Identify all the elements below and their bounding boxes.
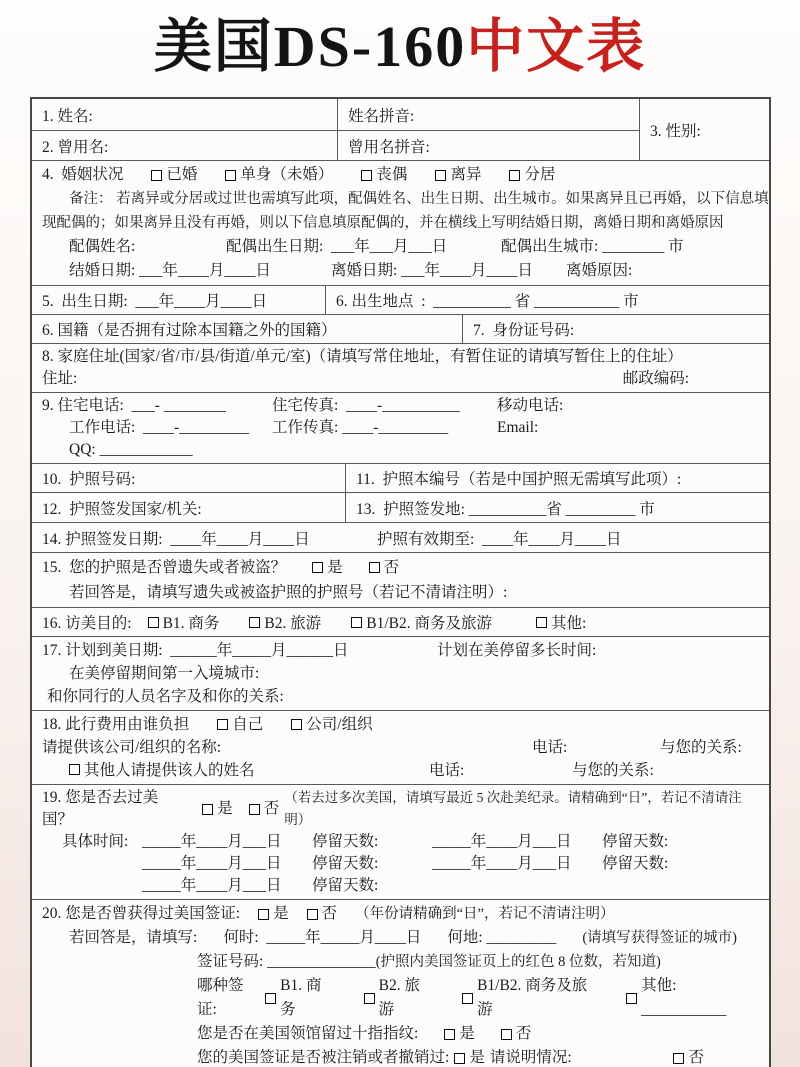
companions-line: 和你同行的人员名字及和你的关系: (47, 688, 284, 705)
option-label: 丧偶 (376, 166, 408, 183)
spouse-birth-label: 配偶出生日期: ___年___月___日 (226, 238, 448, 255)
checkbox-icon (225, 170, 236, 181)
home-tel-label: 9. 住宅电话: ___- ________ (42, 397, 226, 414)
stay-duration-label: 计划在美停留多长时间: (437, 642, 597, 659)
field-name-pinyin: 姓名拼音: (337, 99, 639, 130)
mobile-label: 移动电话: (497, 397, 564, 414)
checkbox-icon (151, 170, 162, 181)
option-single[interactable] (225, 163, 333, 187)
option-visa-yes[interactable] (258, 902, 289, 926)
visa-where-label: 何地: _________ (447, 929, 557, 946)
trip-payer-cell (32, 711, 769, 784)
contacts-line1 (42, 395, 759, 417)
checkbox-icon (454, 1053, 465, 1064)
other-name-label: 请提供该人的姓名 (130, 762, 255, 779)
visa-when-label: 何时: _____年_____月____日 (223, 929, 422, 946)
qq-label: QQ: ____________ (69, 441, 193, 458)
visa-kind-label: 哪种签证: (197, 977, 244, 1018)
option-payer-other[interactable] (69, 759, 429, 782)
option-kind-b1b2[interactable] (462, 974, 596, 1022)
option-purpose-b1[interactable] (148, 611, 220, 633)
visit-entries-line2 (142, 853, 759, 875)
option-label: 是 (327, 559, 343, 576)
visa-question-line (42, 902, 759, 926)
visa-number-label: 签证号码: ______________ (197, 953, 376, 970)
option-kind-b1[interactable] (265, 974, 333, 1022)
field-former-name: 2. 曾用名: (42, 138, 109, 156)
option-payer-company[interactable] (291, 713, 372, 736)
visa-when-where-line (69, 926, 759, 950)
option-label: 是 (217, 800, 233, 817)
checkbox-icon (501, 1029, 512, 1040)
other-tel-label: 电话: (429, 762, 465, 779)
entry-city-line: 在美停留期间第一入境城市: (69, 665, 260, 682)
passport-dates-cell (32, 523, 769, 552)
checkbox-icon (258, 909, 269, 920)
visit-entries-line3 (142, 875, 759, 897)
payer-other-line (69, 759, 759, 782)
option-purpose-b2[interactable] (249, 611, 321, 633)
row-visit-purpose (32, 607, 769, 636)
option-label: B1/B2. 商务及旅游 (366, 615, 492, 632)
zip-label: 邮政编码: (622, 370, 689, 387)
marriage-dates-line (69, 259, 769, 283)
spouse-city-label: 配偶出生城市: ________ 市 (501, 238, 684, 255)
checkbox-icon (351, 617, 362, 628)
visit-time-label: 具体时间: (62, 833, 129, 850)
field-birth-place: 6. 出生地点 : __________ 省 ___________ 市 (325, 286, 769, 314)
passport-lost-note: 若回答是，请填写遗失或被盗护照的护照号（若记不清请注明）: (69, 584, 508, 601)
checkbox-icon (435, 170, 446, 181)
visit-stay-label: 停留天数: (312, 833, 379, 850)
option-label: 公司/组织 (306, 716, 373, 733)
checkbox-icon (364, 993, 375, 1004)
checkbox-icon (509, 170, 520, 181)
field-gender: 3. 性别: (639, 99, 769, 160)
field-birth-date: 5. 出生日期: ___年____月____日 (42, 293, 268, 310)
row-marital-status (32, 160, 769, 285)
option-label: 否 (321, 905, 338, 922)
option-label: 单身（未婚） (240, 166, 334, 183)
visa-number-note: (护照内美国签证页上的红色 8 位数，若知道) (375, 954, 661, 970)
option-widowed[interactable] (361, 163, 407, 187)
checkbox-icon (312, 562, 323, 573)
checkbox-icon (444, 1029, 455, 1040)
spouse-info-line (69, 235, 769, 259)
visit-date: _____年____月___日 (142, 877, 282, 894)
checkbox-icon (536, 617, 547, 628)
row-passport-issue (32, 492, 769, 522)
row-nationality (32, 314, 769, 343)
home-address-cell (32, 344, 769, 392)
passport-lost-cell (32, 553, 769, 607)
option-label: B1. 商务 (162, 615, 220, 632)
option-revoked-yes[interactable] (454, 1046, 485, 1067)
option-label: 是 (273, 905, 289, 922)
checkbox-icon (291, 719, 302, 730)
valid-until-label: 护照有效期至: ____年____月____日 (377, 530, 622, 548)
option-label: 否 (688, 1049, 704, 1066)
checkbox-icon (69, 764, 80, 775)
field-former-name-pinyin: 曾用名拼音: (337, 131, 639, 160)
row-passport-number (32, 463, 769, 492)
visit-date: _____年____月___日 (142, 855, 282, 872)
row-passport-lost (32, 552, 769, 607)
page-title-accent: 中文表 (466, 14, 647, 79)
option-revoked-no[interactable] (673, 1046, 704, 1067)
checkbox-icon (307, 909, 318, 920)
checkbox-icon (148, 617, 159, 628)
fingerprint-line (197, 1022, 759, 1046)
visit-stay-label: 停留天数: (312, 855, 379, 872)
option-visa-no[interactable] (307, 902, 338, 926)
row-passport-dates (32, 522, 769, 552)
option-label: 其他: ___________ (641, 977, 727, 1018)
other-relation-label: 与您的关系: (572, 762, 654, 779)
payer-question-line (42, 713, 759, 736)
form-table (30, 97, 771, 1067)
visa-kind-line (197, 974, 759, 1022)
visa-question: 20. 您是否曾获得过美国签证: (42, 905, 241, 922)
option-label: 分居 (524, 166, 556, 183)
option-visited-yes[interactable] (202, 798, 233, 820)
field-name: 1. 姓名: (42, 107, 93, 125)
visa-note: （年份请精确到“日”，若记不清请注明） (355, 906, 615, 922)
row-former-name (32, 130, 639, 160)
visit-date: _____年____月___日 (432, 855, 572, 872)
work-fax-label: 工作传真: ____-_________ (272, 419, 449, 436)
arrival-date-label: 17. 计划到美日期: ______年_____月______日 (42, 642, 349, 659)
row-trip-payer (32, 710, 769, 784)
page-title-main: 美国DS-160 (153, 14, 467, 79)
option-purpose-other[interactable] (536, 611, 586, 633)
option-lost-no[interactable] (369, 555, 400, 580)
arrival-date-line (42, 639, 759, 662)
option-label: B1/B2. 商务及旅游 (477, 977, 588, 1018)
marital-options-line (42, 163, 769, 187)
address-heading: 8. 家庭住址(国家/省/市/县/街道/单元/室)（请填写常住地址，有暂住证的请填写暂住上的住址） (42, 348, 683, 365)
option-purpose-b1b2[interactable] (351, 611, 492, 633)
work-tel-label: 工作电话: ____-_________ (69, 419, 249, 436)
row-home-address (32, 343, 769, 392)
option-label: 其他人 (84, 762, 131, 779)
option-kind-b2[interactable] (364, 974, 432, 1022)
option-fingerprint-yes[interactable] (444, 1022, 475, 1046)
field-nationality: 6. 国籍（是否拥有过除本国籍之外的国籍） (42, 322, 337, 339)
contacts-cell (32, 393, 769, 463)
contacts-line3 (69, 439, 759, 461)
revoked-line (197, 1046, 759, 1067)
us-visits-note: （若去过多次美国，请填写最近 5 次赴美纪录。请精确到“日”，若记不清请注明） (284, 790, 742, 827)
field-issue-place: 13. 护照签发地: __________省 _________ 市 (345, 493, 769, 522)
purpose-label: 16. 访美目的: (42, 615, 132, 632)
row-birth (32, 285, 769, 314)
checkbox-icon (673, 1053, 684, 1064)
marital-status-cell (32, 161, 779, 285)
email-label: Email: (497, 419, 539, 436)
option-label: 否 (263, 800, 280, 817)
us-visits-question-line (42, 787, 759, 831)
contacts-line2 (69, 417, 759, 439)
divorce-reason-label: 离婚原因: (566, 262, 633, 279)
row-name (32, 99, 639, 130)
field-booklet-number: 11. 护照本编号（若是中国护照无需填写此项）: (345, 464, 769, 492)
row-name-group (32, 99, 769, 160)
visit-stay-label: 停留天数: (312, 877, 379, 894)
us-visa-cell (32, 900, 769, 1067)
option-label: 否 (515, 1025, 532, 1042)
row-us-visa-history (32, 899, 769, 1067)
us-visits-question: 19. 您是否去过美国？ (42, 789, 159, 828)
option-label: B2. 旅游 (378, 977, 420, 1018)
marry-date-label: 结婚日期: ___年____月____日 (69, 262, 271, 279)
payer-question: 18. 此行费用由谁负担 (42, 716, 190, 733)
divorce-date-label: 离婚日期: ___年____月____日 (331, 262, 533, 279)
company-relation-label: 与您的关系: (660, 739, 742, 756)
option-fingerprint-no[interactable] (501, 1022, 532, 1046)
address-label: 住址: (42, 370, 78, 387)
travel-plan-cell (32, 637, 769, 710)
visit-date: _____年____月___日 (142, 833, 282, 850)
option-kind-other[interactable] (626, 974, 759, 1022)
fingerprint-question: 您是否在美国领馆留过十指指纹: (197, 1025, 419, 1042)
option-visited-no[interactable] (249, 798, 280, 820)
checkbox-icon (265, 993, 276, 1004)
checkbox-icon (202, 804, 213, 815)
option-label: 离异 (450, 166, 482, 183)
us-visits-cell (32, 785, 769, 899)
checkbox-icon (361, 170, 372, 181)
checkbox-icon (249, 617, 260, 628)
field-passport-number: 10. 护照号码: (42, 471, 136, 488)
option-separated[interactable] (509, 163, 555, 187)
option-label: 已婚 (166, 166, 198, 183)
option-label: 是 (459, 1025, 475, 1042)
payer-company-line (42, 736, 759, 759)
visit-purpose-cell (32, 608, 769, 636)
option-married[interactable] (151, 163, 197, 187)
company-tel-label: 电话: (532, 739, 568, 756)
revoked-explain-label: 请说明情况: (489, 1049, 572, 1066)
option-divorced[interactable] (435, 163, 481, 187)
visa-where-note: (请填写获得签证的城市) (582, 930, 737, 946)
checkbox-icon (249, 804, 260, 815)
visa-number-line (197, 950, 759, 974)
passport-lost-question: 15. 您的护照是否曾遗失或者被盗？ (42, 559, 287, 576)
option-lost-yes[interactable] (312, 555, 343, 580)
company-name-label: 请提供该公司/组织的名称: (42, 739, 222, 756)
home-fax-label: 住宅传真: ____-__________ (272, 397, 460, 414)
revoked-question: 您的美国签证是否被注销或者撤销过: (197, 1049, 450, 1066)
visit-stay-label: 停留天数: (602, 833, 669, 850)
visit-entries-line1 (62, 831, 759, 853)
option-label: B2. 旅游 (264, 615, 322, 632)
passport-lost-question-line (42, 555, 759, 580)
option-label: 其他: (550, 615, 587, 632)
field-id-number: 7. 身份证号码: (462, 315, 769, 343)
checkbox-icon (626, 993, 637, 1004)
visa-if-yes-label: 若回答是，请填写: (69, 929, 198, 946)
marital-status-label: 4. 婚姻状况 (42, 166, 124, 183)
row-travel-plan (32, 636, 769, 710)
marital-note-line2: 现配偶的；如果离异且没有再婚，则以下信息填原配偶的，并在横线上写明结婚日期，离婚日期和离婚原因 (42, 215, 724, 231)
issue-date-label: 14. 护照签发日期: ____年____月____日 (42, 530, 310, 548)
spouse-name-label: 配偶姓名: (69, 238, 136, 255)
checkbox-icon (369, 562, 380, 573)
visit-stay-label: 停留天数: (602, 855, 669, 872)
row-contacts (32, 392, 769, 463)
visit-date: _____年____月___日 (432, 833, 572, 850)
option-label: 自己 (232, 716, 264, 733)
option-payer-self[interactable] (217, 713, 263, 736)
row-us-visits (32, 784, 769, 899)
field-issue-country: 12. 护照签发国家/机关: (42, 500, 202, 518)
checkbox-icon (462, 993, 473, 1004)
name-columns (32, 99, 639, 160)
option-label: B1. 商务 (280, 977, 322, 1018)
option-label: 否 (383, 559, 400, 576)
checkbox-icon (217, 719, 228, 730)
marital-note-line1: 备注： 若离异或分居或过世也需填写此项，配偶姓名、出生日期、出生城市。如果离异且已再婚，以下信息填 (69, 191, 769, 207)
option-label: 是 (469, 1049, 485, 1066)
page-title (0, 0, 800, 81)
address-line (42, 368, 759, 390)
